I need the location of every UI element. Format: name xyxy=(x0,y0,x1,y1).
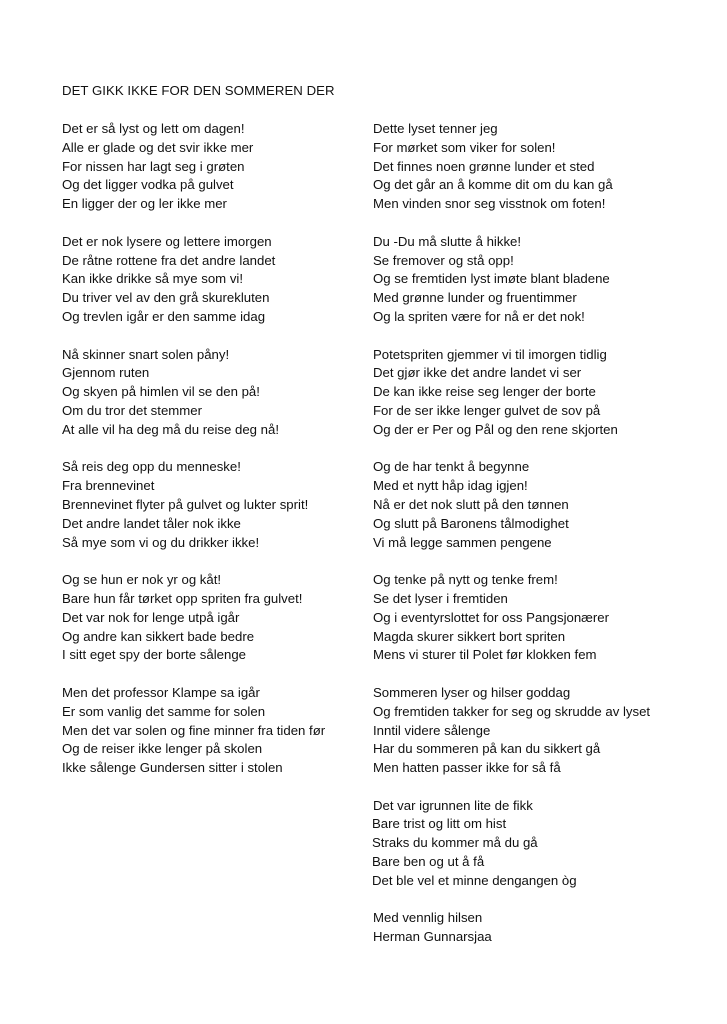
poem-line: Nå er det nok slutt på den tønnen xyxy=(373,496,569,512)
poem-line: De råtne rottene fra det andre landet xyxy=(62,252,276,268)
poem-line: Gjennom ruten xyxy=(62,365,150,381)
poem-line: Og andre kan sikkert bade bedre xyxy=(62,628,255,644)
poem-line: Og se hun er nok yr og kåt! xyxy=(62,572,222,588)
poem-line: Men hatten passer ikke for så få xyxy=(373,760,561,776)
poem-line: Har du sommeren på kan du sikkert gå xyxy=(373,741,601,757)
poem-line: Er som vanlig det samme for solen xyxy=(62,703,266,719)
poem-line: Med et nytt håp idag igjen! xyxy=(373,478,528,494)
poem-line: Og skyen på himlen vil se den på! xyxy=(62,384,260,400)
poem-line: Det var igrunnen lite de fikk xyxy=(373,797,533,813)
stanza xyxy=(373,797,718,891)
poem-line: Bare ben og ut å få xyxy=(372,854,485,870)
poem-line: Så reis deg opp du menneske! xyxy=(62,459,241,475)
poem-line: Det gjør ikke det andre landet vi ser xyxy=(373,365,582,381)
poem-line: Og se fremtiden lyst imøte blant bladene xyxy=(373,271,610,287)
poem-line: Og de reiser ikke lenger på skolen xyxy=(62,741,263,757)
poem-line: Men vinden snor seg visstnok om foten! xyxy=(373,196,606,212)
poem-line: Dette lyset tenner jeg xyxy=(373,121,498,136)
poem-line: Straks du kommer må du gå xyxy=(372,835,538,851)
poem-line: Så mye som vi og du drikker ikke! xyxy=(62,534,260,550)
poem-line: Men det var solen og fine minner fra tiden før xyxy=(62,722,326,738)
poem-line: Alle er glade og det svir ikke mer xyxy=(62,139,254,155)
poem-line: Det er så lyst og lett om dagen! xyxy=(62,121,245,136)
poem-line: En ligger der og ler ikke mer xyxy=(62,196,227,212)
stanza xyxy=(373,909,718,947)
poem-line: Og i eventyrslottet for oss Pangsjonærer xyxy=(373,609,610,625)
poem-line: Det er nok lysere og lettere imorgen xyxy=(62,233,272,249)
left-column xyxy=(62,120,382,797)
poem-line: Mens vi sturer til Polet før klokken fem xyxy=(373,647,597,663)
poem-line: Potetspriten gjemmer vi til imorgen tidlig xyxy=(373,346,607,362)
poem-line: Og der er Per og Pål og den rene skjorten xyxy=(373,421,618,437)
poem-line: Herman Gunnarsjaa xyxy=(373,929,492,945)
poem-line: Det finnes noen grønne lunder et sted xyxy=(373,158,595,174)
poem-line: Med vennlig hilsen xyxy=(373,910,483,926)
stanza xyxy=(62,571,382,665)
poem-line: Nå skinner snart solen pånу! xyxy=(62,346,230,362)
poem-line: I sitt eget spy der borte sålenge xyxy=(62,647,247,663)
stanza xyxy=(373,346,718,440)
poem-line: Du -Du må slutte å hikke! xyxy=(373,233,522,249)
poem-line: Det andre landet tåler nok ikke xyxy=(62,515,241,531)
stanza xyxy=(62,346,382,440)
poem-line: Og fremtiden takker for seg og skrudde av lyset xyxy=(373,703,651,719)
poem-line: For nissen har lagt seg i grøten xyxy=(62,158,245,174)
stanza xyxy=(373,233,718,327)
poem-line: For mørket som viker for solen! xyxy=(373,139,556,155)
poem-line: Og tenke på nytt og tenke frem! xyxy=(373,572,558,588)
poem-line: Inntil videre sålenge xyxy=(373,722,491,738)
poem-line: Og det går an å komme dit om du kan gå xyxy=(373,177,613,193)
poem-line: Se det lyser i fremtiden xyxy=(373,590,508,606)
stanza xyxy=(373,458,718,552)
stanza xyxy=(373,684,718,778)
stanza xyxy=(62,120,382,214)
stanza xyxy=(373,120,718,214)
poem-line: Fra brennevinet xyxy=(62,478,155,494)
poem-line: Og de har tenkt å begynne xyxy=(373,459,530,475)
poem-line: Se fremover og stå opp! xyxy=(373,252,514,268)
poem-line: Og trevlen igår er den samme idag xyxy=(62,308,266,324)
poem-line: Og slutt på Baronens tålmodighet xyxy=(373,515,569,531)
poem-line: Sommeren lyser og hilser goddag xyxy=(373,684,571,700)
right-column xyxy=(373,120,718,966)
poem-line: Det var nok for lenge utpå igår xyxy=(62,609,240,625)
poem-line: Kan ikke drikke så mye som vi! xyxy=(62,271,244,287)
poem-line: Og det ligger vodka på gulvet xyxy=(62,177,234,193)
poem-line: At alle vil ha deg må du reise deg nå! xyxy=(62,421,279,437)
poem-line: Men det professor Klampe sa igår xyxy=(62,684,260,700)
poem-title: DET GIKK IKKE FOR DEN SOMMEREN DER xyxy=(62,83,335,98)
poem-line: Magda skurer sikkert bort spriten xyxy=(373,628,566,644)
poem-line: Om du tror det stemmer xyxy=(62,402,202,418)
poem-line: Og la spriten være for nå er det nok! xyxy=(373,308,585,324)
stanza xyxy=(62,458,382,552)
poem-line: For de ser ikke lenger gulvet de sov på xyxy=(373,402,601,418)
stanza xyxy=(373,571,718,665)
poem-line: Du triver vel av den grå skurekluten xyxy=(62,290,270,306)
poem-line: Bare trist og litt om hist xyxy=(372,816,507,832)
stanza xyxy=(62,233,382,327)
poem-line: Med grønne lunder og fruentimmer xyxy=(373,290,577,306)
stanza xyxy=(62,684,382,778)
poem-line: Ikke sålenge Gundersen sitter i stolen xyxy=(62,760,283,776)
poem-line: Brennevinet flyter på gulvet og lukter sprit! xyxy=(62,496,309,512)
poem-line: De kan ikke reise seg lenger der borte xyxy=(373,384,596,400)
poem-line: Bare hun får tørket opp spriten fra gulvet! xyxy=(62,590,303,606)
poem-line: Vi må legge sammen pengene xyxy=(373,534,552,550)
poem-line: Det ble vel et minne dengangen òg xyxy=(372,872,577,888)
